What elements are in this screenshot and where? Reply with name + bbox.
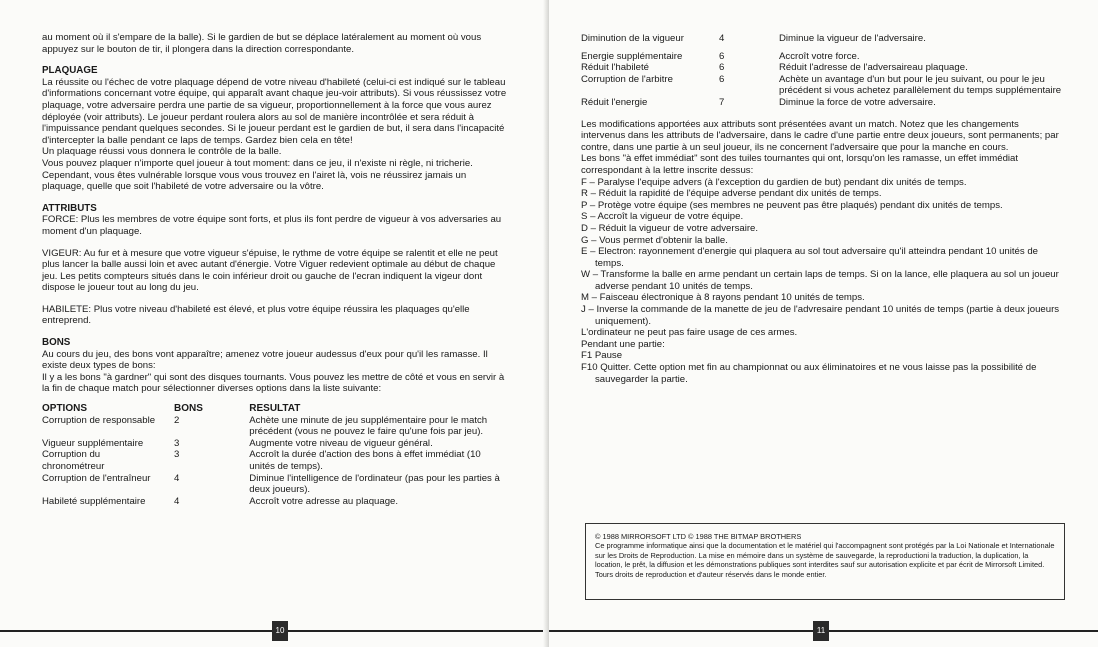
right-column	[581, 33, 1063, 385]
option-result: Diminue la vigueur de l'adversaire.	[779, 33, 926, 44]
list-item: P – Protège votre équipe (ses membres ne peuvent pas être plaqués) pendant dix unités de temps.	[581, 199, 1003, 211]
during-game-label: Pendant une partie:	[581, 338, 665, 350]
option-result: Accroît votre adresse au plaquage.	[249, 495, 399, 507]
table-row	[581, 51, 1063, 63]
option-name: Corruption de l'arbitre	[581, 73, 673, 85]
option-bons: 4	[719, 33, 725, 44]
option-name: Habileté supplémentaire	[42, 495, 146, 507]
option-bons: 6	[719, 50, 725, 62]
left-column	[42, 32, 508, 507]
option-bons: 6	[719, 62, 725, 74]
options-column-header: OPTIONS	[42, 403, 88, 415]
option-result: Achète une minute de jeu supplémentaire pour le match précédent (vous ne pouvez le faire qu'une fois par jeu).	[249, 414, 488, 438]
bons-heading: BONS	[42, 337, 71, 349]
table-row	[42, 473, 508, 496]
option-bons: 2	[173, 414, 180, 426]
intro-paragraph: au moment où il s'empare de la balle). Si le gardien de but se déplace latéralement au moment où vous appuyez sur le bouton de tir, il plongera dans la direction correspondante.	[42, 32, 482, 55]
options-table-right	[581, 33, 1063, 109]
immediate-bonus-paragraph: Les bons "à effet immédiat" sont des tuiles tournantes qui ont, lorsqu'on les ramasse, un effet immédiat correspondant à la lettre inscrite dessus:	[581, 153, 1019, 176]
attributs-heading: ATTRIBUTS	[42, 202, 97, 214]
table-row	[581, 62, 1063, 74]
list-item: M – Faisceau électronique à 8 rayons pendant 10 unités de temps.	[581, 292, 865, 304]
option-bons: 4	[173, 472, 180, 484]
force-paragraph: FORCE: Plus les membres de votre équipe sont forts, et plus ils font perdre de vigueur à vos adversaries au moment d'un plaquage.	[42, 214, 502, 237]
option-name: Corruption de responsable	[42, 414, 156, 426]
option-name: Réduit l'habileté	[581, 62, 649, 74]
options-table-left	[42, 403, 508, 507]
copyright-box	[585, 523, 1065, 600]
list-item: G – Vous permet d'obtenir la balle.	[581, 234, 728, 246]
copyright-text: Ce programme informatique ainsi que la documentation et le matériel qui l'accompagnent sont protégés par la Loi Nationale et Internationale sur les Droits de Reproduction. La mise en mémoire dans un système de sauvegarde, la reproductioni la traduction, la duplication, la location, le prêt, la diffusion et les démonstrations publiques sont interdites sauf sur autorisation explicite et par écrit de Mirrorsoft Limited. Tours droits de reproduction et d'auteur réservés dans le monde entier.	[595, 541, 1055, 579]
option-result: Augmente votre niveau de vigueur général.	[249, 437, 433, 449]
table-row	[581, 97, 1063, 109]
option-result: Achète un avantage d'un but pour le jeu suivant, ou pour le jeu précédent si vous achetez parallèlement du temps supplémentaire	[779, 73, 1062, 97]
plaquage-heading: PLAQUAGE	[42, 65, 98, 77]
option-name: Corruption du chronométreur	[42, 449, 105, 472]
modifications-paragraph: Les modifications apportées aux attributs sont présentées avant un match. Notez que les changements intervenus dans les attributs de l'adversaire, dans le cadre d'une partie entre deux joueurs, sont permanents; par contre, dans une partie à un seul joueur, ils ne concernent l'adversaire que pour la manche en cours.	[581, 118, 1059, 153]
list-item: S – Accroît la vigueur de votre équipe.	[581, 211, 744, 223]
option-name: Corruption de l'entraîneur	[42, 472, 151, 484]
option-result: Diminue la force de votre adversaire.	[779, 96, 936, 108]
list-item: W – Transforme la balle en arme pendant un certain laps de temps. Si on la lance, elle plaquera au sol un joueur adverse pendant 10 unités de temps.	[581, 269, 1059, 292]
page-number: 10	[272, 621, 288, 641]
table-row	[42, 449, 508, 472]
bons-column-header: BONS	[173, 403, 203, 415]
plaquage-paragraph-1: La réussite ou l'échec de votre plaquage dépend de votre niveau d'habileté (celui-ci est indiqué sur le tableau d'informations concernant votre équipe, qui apparaît avant chaque jeu-voir attributs). Si vous réussissez votre plaquage, votre adversaire perdra une partie de sa vigueur, proportionnellement à la force que vous aurez déployée (voir attributs). Le joueur perdant roulera alors au sol de manière incontrôlée et sera réduit à l'impuissance pendant quelques secondes. Si le joueur perdant est le gardien de but, il sera dans l'incapacité d'intercepter la balle pendant ce laps de temps. Gardez bien cela en tête!	[42, 76, 507, 146]
option-result: Accroît la durée d'action des bons à effet immédiat (10 unités de temps).	[249, 449, 481, 472]
option-result: Réduit l'adresse de l'adversaireau plaquage.	[779, 62, 968, 74]
table-row	[42, 496, 508, 508]
table-row	[42, 415, 508, 438]
table-row	[581, 33, 1063, 45]
f10-key-line: F10 Quitter. Cette option met fin au championnat ou aux éliminatoires et ne vous laisse pas la possibilité de sauvegarder la partie.	[581, 362, 1037, 385]
option-name: Energie supplémentaire	[581, 50, 683, 62]
habilete-paragraph: HABILETE: Plus votre niveau d'habileté est élevé, et plus votre équipe réussira les plaquages qu'elle entreprend.	[42, 303, 470, 327]
right-page	[549, 0, 1098, 647]
letter-list	[581, 177, 1063, 328]
resultat-column-header: RESULTAT	[249, 403, 301, 415]
computer-note: L'ordinateur ne peut pas faire usage de ces armes.	[581, 327, 798, 339]
list-item: E – Electron: rayonnement d'energie qui plaquera au sol tout adversaire qu'il atteindra pendant 10 unités de temps.	[581, 246, 1039, 269]
copyright-line: © 1988 MIRRORSOFT LTD © 1988 THE BITMAP BROTHERS	[595, 532, 802, 541]
list-item: D – Réduit la vigueur de votre adversaire.	[581, 222, 759, 234]
table-row	[581, 74, 1063, 97]
bons-paragraph-2: Il y a les bons "à gardner" qui sont des disques tournants. Vous pouvez les mettre de côté et vous en servir à la fin de chaque match pour sélectionner diverses options dans la liste suivante:	[42, 371, 505, 395]
option-name: Vigueur supplémentaire	[42, 437, 144, 449]
option-result: Accroît votre force.	[779, 50, 860, 62]
vigueur-paragraph: VIGEUR: Au fur et à mesure que votre vigueur s'épuise, le rythme de votre équipe se ralentit et elle ne peut plus lancer la balle aussi loin et avec autant d'énergie. Votre Viguer redevient optimale au début de chaque jeu. Les petits compteurs situés dans le coin inférieur droit ou gauche de l'ecran indiquent la vigeur dont dispose le joueur tout au long du jeu.	[42, 247, 498, 294]
f1-key-line: F1 Pause	[581, 350, 623, 362]
page-number: 11	[813, 621, 829, 641]
plaquage-paragraph-2: Un plaquage réussi vous donnera le contrôle de la balle.	[42, 146, 282, 158]
option-name: Réduit l'energie	[581, 96, 648, 108]
option-result: Diminue l'intelligence de l'ordinateur (pas pour les parties à deux joueurs).	[249, 472, 500, 496]
option-bons: 3	[173, 449, 180, 461]
option-bons: 3	[173, 437, 180, 449]
list-item: R – Réduit la rapidité de l'équipe adverse pendant dix unités de temps.	[581, 188, 882, 200]
bons-paragraph-1: Au cours du jeu, des bons vont apparaître; amenez votre joueur audessus d'eux pour qu'il les ramasse. Il existe deux types de bons:	[42, 348, 488, 372]
plaquage-paragraph-3: Vous pouvez plaquer n'importe quel joueur à tout moment: dans ce jeu, il n'existe ni règle, ni tricherie. Cependant, vous êtes vulnérable lorsque vous vous trouvez en l'airet là, vois ne réussirez jamais un plaquage, quelle que soit l'habileté de votre adversaire ou la vôtre.	[42, 157, 473, 193]
option-bons: 6	[719, 73, 725, 85]
option-name: Diminution de la vigueur	[581, 33, 684, 44]
table-row	[42, 438, 508, 450]
list-item: J – Inverse la commande de la manette de jeu de l'advresaire pendant 10 unités de temps (partie à deux joueurs uniquement).	[581, 304, 1060, 327]
table-header-row	[42, 403, 508, 415]
list-item: F – Paralyse l'equipe advers (à l'exception du gardien de but) pendant dix unités de temps.	[581, 176, 967, 188]
option-bons: 4	[173, 495, 180, 507]
option-bons: 7	[719, 96, 725, 108]
